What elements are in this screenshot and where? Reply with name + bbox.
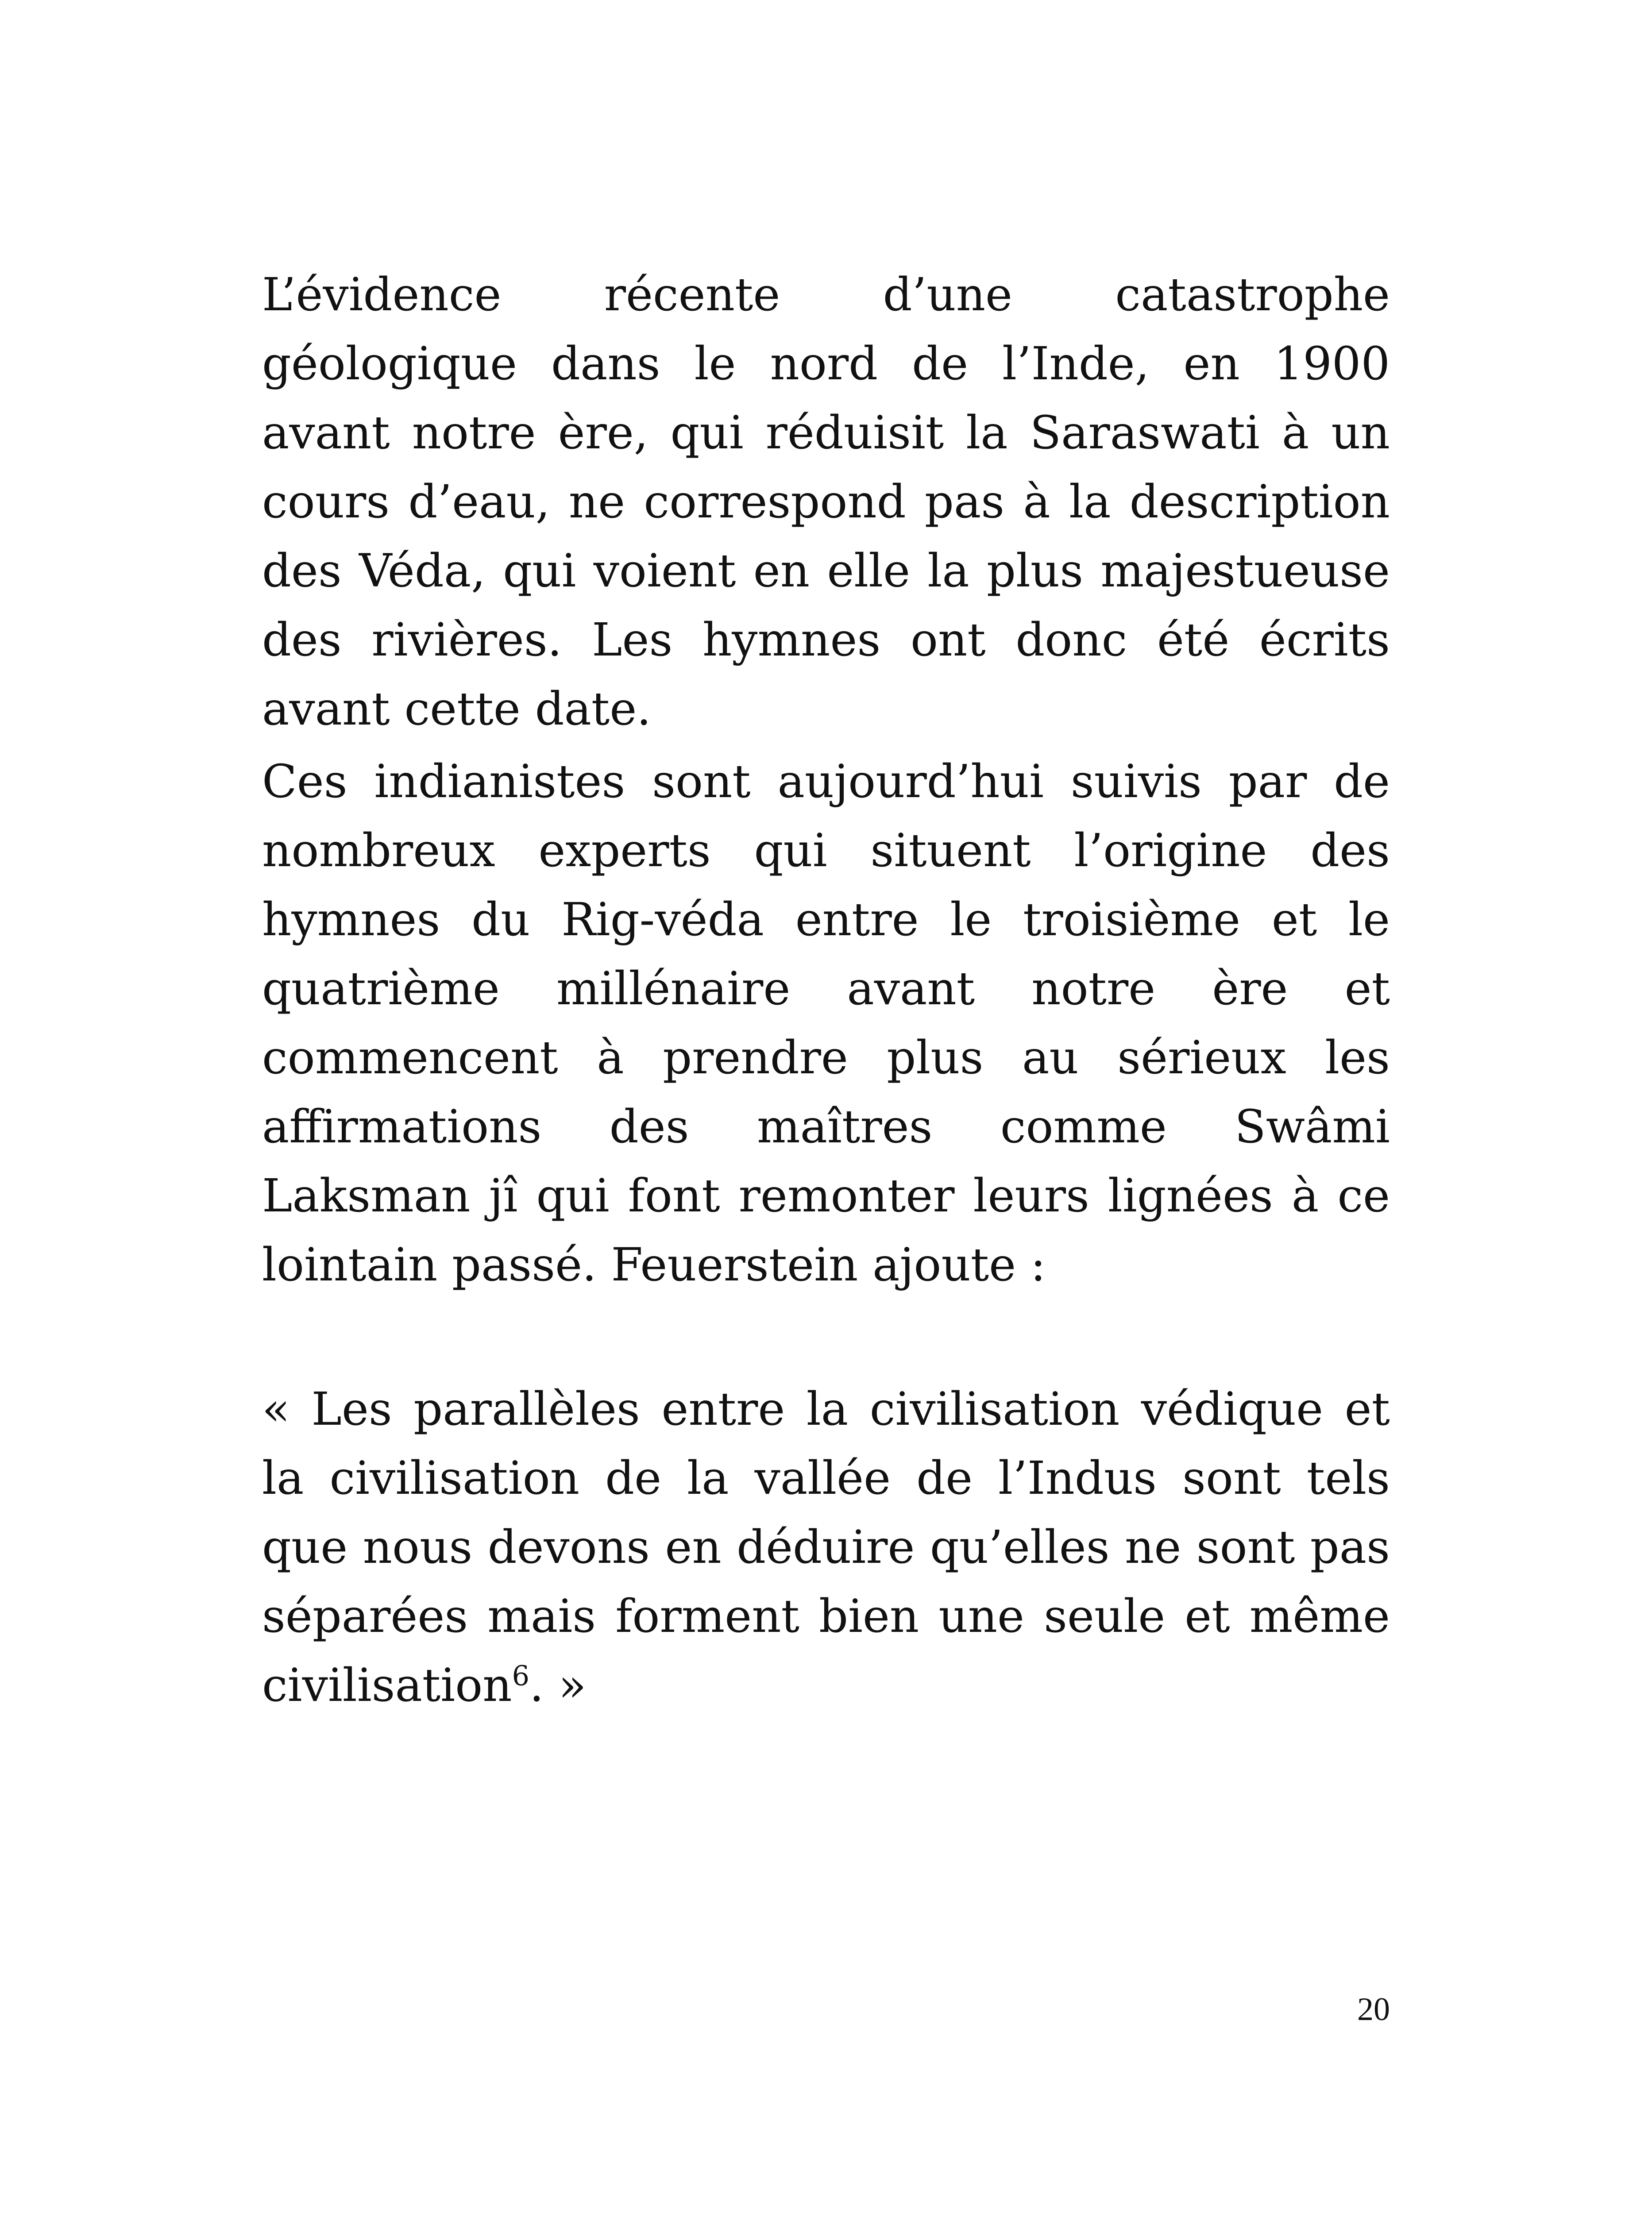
page-number: 20 xyxy=(1357,1991,1390,2028)
paragraph-1-text: L’évidence récente d’une catastrophe géologique dans le nord de l’Inde, en 1900 avant notre ère, qui réduisit la Saraswati à un cours d’eau, ne correspond pas à la description des Véda, qui voient en elle la plus majestueuse des rivières. Les hymnes ont donc été écrits avant cette date. xyxy=(262,268,1390,736)
quote-end: . » xyxy=(529,1659,587,1712)
quote-text xyxy=(262,1375,1390,1720)
quote-paragraph xyxy=(262,1375,1390,1720)
paragraph-2 xyxy=(262,747,1390,1299)
paragraph-1 xyxy=(262,260,1390,744)
quote-body: « Les parallèles entre la civilisation védique et la civilisation de la vallée de l’Indus sont tels que nous devons en déduire qu’elles ne sont pas séparées mais forment bien une seule et même civilisation xyxy=(262,1383,1390,1712)
footnote-reference[interactable]: 6 xyxy=(512,1659,530,1692)
paragraph-2-text: Ces indianistes sont aujourd’hui suivis par de nombreux experts qui situent l’origine des hymnes du Rig-véda entre le troisième et le quatrième millénaire avant notre ère et commencent à prendre plus au sérieux les affirmations des maîtres comme Swâmi Laksman jî qui font remonter leurs lignées à ce lointain passé. Feuerstein ajoute : xyxy=(262,755,1390,1292)
